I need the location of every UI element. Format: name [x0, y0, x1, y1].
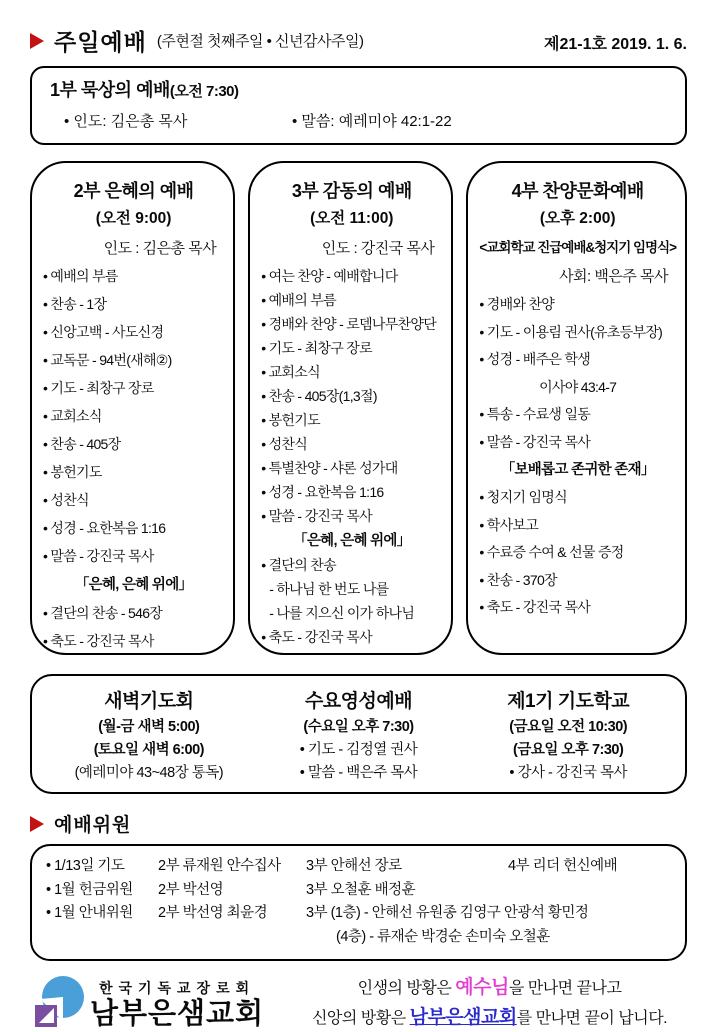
service-column-4bu	[466, 161, 687, 655]
slogan-text: 인생의 방황은	[357, 980, 456, 998]
service-item: • 경배와 찬양	[479, 296, 555, 312]
committee-cell: 4부 리더 헌신예배	[508, 858, 618, 875]
first-service-title: 1부 묵상의 예배	[50, 80, 170, 100]
slogan-text: 신앙의 방황은	[311, 1009, 410, 1027]
committee-cell: 2부 류재원 안수집사	[158, 858, 281, 875]
weekly-line: (토요일 새벽 6:00)	[93, 742, 204, 759]
slogan-line-2	[292, 1003, 687, 1032]
service-item: 이사야 43:4-7	[539, 378, 617, 395]
service-item: • 성경 - 요한복음 1:16	[261, 484, 384, 500]
service-item: • 봉헌기도	[261, 412, 320, 428]
slogan	[264, 973, 687, 1032]
service-item: • 성찬식	[261, 436, 308, 452]
service-item-list	[43, 268, 224, 650]
slogan-line-1	[292, 973, 687, 1002]
slogan-highlight-church: 남부은샘교회	[409, 1006, 517, 1028]
weekly-line-list	[463, 718, 673, 782]
service-title: 3부 감동의 예배	[291, 181, 412, 201]
denomination-name: 한국기독교장로회	[98, 980, 256, 997]
service-item: • 말씀 - 강진국 목사	[261, 508, 372, 524]
service-leader: 인도 : 강진국 목사	[321, 240, 435, 257]
service-item: - 나를 지으신 이가 하나님	[269, 604, 415, 621]
committee-cell: 3부 (1층) - 안해선 유원종 김영구 안광석 황민정	[306, 905, 589, 922]
service-time: (오전 11:00)	[310, 210, 394, 227]
page-title: 주일예배	[54, 29, 147, 55]
weekly-line: (금요일 오후 7:30)	[513, 742, 624, 759]
weekly-dawn-prayer	[44, 686, 254, 782]
service-item: • 축도 - 강진국 목사	[479, 599, 591, 616]
church-logo	[30, 974, 264, 1032]
service-leader: 인도 : 김은총 목사	[103, 240, 217, 257]
weekly-wednesday-service	[254, 686, 464, 782]
service-item: • 성경 - 요한복음 1:16	[43, 520, 166, 536]
committee-cell	[158, 926, 306, 949]
service-item: • 축도 - 강진국 목사	[261, 628, 372, 645]
committee-row	[46, 926, 671, 949]
service-item: • 교독문 - 94번(새해②)	[43, 352, 172, 368]
weekly-line: (월-금 새벽 5:00)	[98, 719, 200, 735]
first-service-time: (오전 7:30)	[169, 83, 239, 100]
service-time: (오전 9:00)	[95, 210, 172, 227]
first-service-leader: • 인도: 김은총 목사	[64, 113, 188, 130]
service-column-3bu	[248, 161, 453, 655]
service-item: - 하나님 한 번도 나를	[269, 580, 389, 597]
weekly-line: • 말씀 - 백은주 목사	[299, 765, 418, 782]
service-title: 2부 은혜의 예배	[73, 181, 194, 201]
service-item: • 예배의 부름	[261, 292, 336, 308]
service-leader: 사회: 백은주 목사	[559, 268, 668, 285]
service-item: • 결단의 찬송 - 546장	[43, 604, 163, 621]
service-time: (오후 2:00)	[539, 210, 616, 227]
weekly-line: • 기도 - 김정열 권사	[299, 742, 418, 759]
weekly-line: (예레미야 43~48장 통독)	[74, 765, 224, 782]
service-item: • 경배와 찬양 - 로뎀나무찬양단	[261, 316, 437, 332]
footer	[30, 973, 687, 1032]
service-item: 「은혜, 은혜 위에」	[293, 533, 411, 549]
committee-box	[30, 844, 687, 961]
committee-row	[46, 879, 671, 902]
issue-number: 제21-1호 2019. 1. 6.	[544, 35, 687, 53]
service-title: 4부 찬양문화예배	[511, 181, 644, 201]
slogan-text: 를 만나면 끝이 납니다.	[516, 1009, 668, 1027]
service-item: • 특별찬양 - 샤론 성가대	[261, 460, 398, 476]
service-item: • 교회소식	[43, 408, 102, 424]
slogan-highlight-jesus: 예수님	[455, 977, 509, 999]
weekly-line: (수요일 오후 7:30)	[303, 719, 414, 735]
church-name: 남부은샘교회	[90, 998, 265, 1031]
committee-row	[46, 902, 671, 925]
service-item: • 말씀 - 강진국 목사	[43, 548, 154, 564]
committee-cell: 3부 안해선 장로	[306, 858, 402, 875]
committee-title: 예배위원	[54, 815, 132, 837]
section-arrow-icon	[30, 816, 44, 832]
committee-row	[46, 855, 671, 878]
weekly-line-list	[44, 718, 254, 782]
service-item: • 말씀 - 강진국 목사	[479, 433, 591, 450]
section-arrow-icon	[30, 33, 44, 49]
service-item: • 축도 - 강진국 목사	[43, 632, 154, 649]
service-item: • 성찬식	[43, 492, 89, 508]
service-item: • 기도 - 이용림 권사(유초등부장)	[479, 323, 663, 340]
service-item: 「보배롭고 존귀한 존재」	[500, 462, 655, 478]
service-item: • 기도 - 최창구 장로	[261, 340, 372, 356]
service-item: • 신앙고백 - 사도신경	[43, 324, 164, 340]
service-item: • 여는 찬양 - 예배합니다	[261, 268, 398, 284]
service-item: • 수료증 수여 & 선물 증정	[479, 544, 624, 561]
service-item: • 학사보고	[479, 516, 539, 533]
page-subtitle: (주현절 첫째주일 • 신년감사주일)	[156, 33, 364, 50]
service-item: • 성경 - 배주은 학생	[479, 351, 591, 367]
service-item: • 청지기 임명식	[479, 489, 567, 506]
weekly-title: 수요영성예배	[304, 691, 413, 712]
committee-cell: • 1월 헌금위원	[46, 881, 133, 898]
church-logo-icon	[30, 974, 86, 1032]
bulletin-header	[30, 24, 687, 57]
committee-cell: • 1월 안내위원	[46, 905, 133, 922]
service-item: • 특송 - 수료생 일동	[479, 406, 591, 422]
service-column-2bu	[30, 161, 235, 655]
service-item: • 찬송 - 405장	[43, 436, 121, 452]
service-item: • 찬송 - 1장	[43, 296, 107, 312]
committee-cell: 2부 박선영 최윤경	[158, 905, 268, 922]
service-item: • 봉헌기도	[43, 464, 102, 480]
committee-header	[30, 810, 687, 837]
weekly-title: 새벽기도회	[104, 691, 194, 712]
service-item: • 결단의 찬송	[261, 556, 336, 573]
slogan-text: 을 만나면 끝나고	[508, 980, 622, 998]
committee-cell: 3부 오철훈 배정훈	[306, 881, 416, 898]
weekly-prayer-school	[463, 686, 673, 782]
service-item-list	[261, 268, 442, 646]
weekly-title: 제1기 기도학교	[507, 691, 630, 712]
service-item: • 기도 - 최창구 장로	[43, 380, 154, 396]
service-columns	[30, 161, 687, 655]
service-item: • 찬송 - 370장	[479, 571, 557, 588]
committee-cell: (4층) - 류재순 박경순 손미숙 오철훈	[336, 928, 550, 945]
first-service-sermon: • 말씀: 예레미야 42:1-22	[292, 113, 452, 130]
service-item: • 찬송 - 405장(1,3절)	[261, 388, 377, 404]
committee-cell	[508, 879, 671, 902]
committee-cell: 2부 박선영	[158, 881, 224, 898]
committee-cell	[46, 926, 158, 949]
weekly-line-list	[254, 718, 464, 782]
service-item: • 교회소식	[261, 364, 320, 380]
service-subtitle: <교회학교 진급예배&청지기 임명식>	[479, 240, 676, 255]
service-item: • 예배의 부름	[43, 268, 118, 284]
service-item-list	[479, 296, 676, 617]
committee-cell: • 1/13일 기도	[46, 858, 125, 875]
weekly-meetings-box	[30, 674, 687, 794]
weekly-line: • 강사 - 강진국 목사	[509, 765, 627, 782]
first-service-box	[30, 66, 687, 145]
service-item: 「은혜, 은혜 위에」	[74, 577, 193, 593]
weekly-line: (금요일 오전 10:30)	[509, 719, 628, 735]
